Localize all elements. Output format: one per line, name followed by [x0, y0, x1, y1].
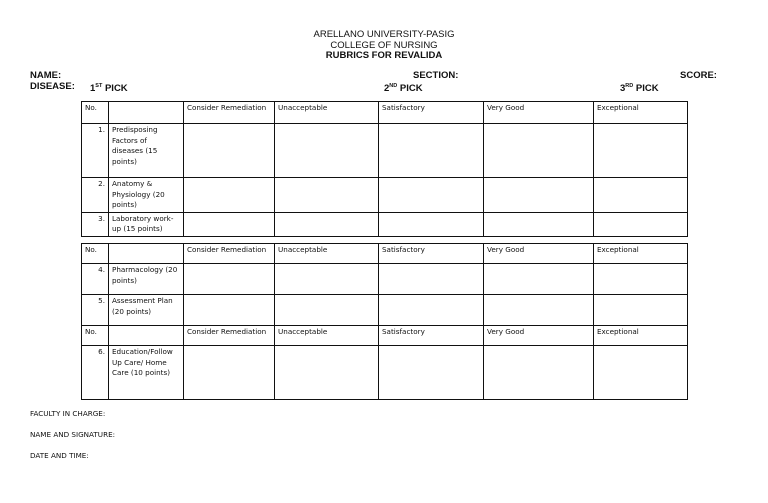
table-row — [82, 178, 688, 213]
score-cell[interactable] — [184, 264, 275, 295]
col-header-criterion — [109, 244, 184, 264]
score-cell[interactable] — [594, 346, 688, 400]
score-cell[interactable] — [484, 264, 594, 295]
col-header-unacceptable: Unacceptable — [275, 102, 379, 124]
score-cell[interactable] — [379, 264, 484, 295]
col-header-consider-remediation: Consider Remediation — [184, 244, 275, 264]
score-cell[interactable] — [594, 178, 688, 213]
score-cell[interactable] — [184, 346, 275, 400]
col-header-consider-remediation: Consider Remediation — [184, 102, 275, 124]
score-cell[interactable] — [594, 212, 688, 236]
col-header-exceptional: Exceptional — [594, 244, 688, 264]
row-number: 6. — [82, 346, 109, 400]
table-header-row — [82, 102, 688, 124]
col-header-unacceptable: Unacceptable — [275, 244, 379, 264]
table-row — [82, 124, 688, 178]
col-header-satisfactory: Satisfactory — [379, 326, 484, 346]
row-number: 5. — [82, 295, 109, 326]
score-cell[interactable] — [484, 295, 594, 326]
row-number: 3. — [82, 212, 109, 236]
col-header-no: No. — [82, 326, 109, 346]
criterion-cell: Laboratory work-up (15 points) — [109, 212, 184, 236]
table-header-row — [82, 244, 688, 264]
score-cell[interactable] — [379, 212, 484, 236]
col-header-exceptional: Exceptional — [594, 102, 688, 124]
col-header-criterion — [109, 326, 184, 346]
score-cell[interactable] — [275, 295, 379, 326]
score-cell[interactable] — [184, 124, 275, 178]
col-header-very-good: Very Good — [484, 244, 594, 264]
college-name: COLLEGE OF NURSING — [330, 40, 438, 51]
table-header-row — [82, 326, 688, 346]
score-cell[interactable] — [379, 124, 484, 178]
score-cell[interactable] — [484, 346, 594, 400]
table-row — [82, 212, 688, 236]
score-cell[interactable] — [379, 178, 484, 213]
first-pick-label: 1ST PICK — [90, 83, 128, 94]
university-name: ARELLANO UNIVERSITY-PASIG — [313, 29, 455, 40]
score-cell[interactable] — [379, 346, 484, 400]
col-header-consider-remediation: Consider Remediation — [184, 326, 275, 346]
score-cell[interactable] — [484, 212, 594, 236]
score-cell[interactable] — [275, 346, 379, 400]
rubric-table-2 — [81, 243, 688, 400]
score-cell[interactable] — [484, 178, 594, 213]
score-cell[interactable] — [184, 295, 275, 326]
col-header-satisfactory: Satisfactory — [379, 244, 484, 264]
score-cell[interactable] — [275, 264, 379, 295]
datetime-label: DATE AND TIME: — [30, 451, 89, 460]
score-cell[interactable] — [184, 178, 275, 213]
score-cell[interactable] — [484, 124, 594, 178]
score-cell[interactable] — [275, 178, 379, 213]
second-pick-label: 2ND PICK — [384, 83, 423, 94]
criterion-cell: Anatomy & Physiology (20 points) — [109, 178, 184, 213]
col-header-very-good: Very Good — [484, 102, 594, 124]
score-cell[interactable] — [379, 295, 484, 326]
score-cell[interactable] — [594, 264, 688, 295]
score-cell[interactable] — [594, 295, 688, 326]
score-cell[interactable] — [184, 212, 275, 236]
third-pick-label: 3RD PICK — [620, 83, 659, 94]
criterion-cell: Predisposing Factors of diseases (15 points) — [109, 124, 184, 178]
col-header-no: No. — [82, 244, 109, 264]
row-number: 1. — [82, 124, 109, 178]
criterion-cell: Education/Follow Up Care/ Home Care (10 points) — [109, 346, 184, 400]
table-row — [82, 295, 688, 326]
row-number: 4. — [82, 264, 109, 295]
score-cell[interactable] — [594, 124, 688, 178]
rubric-table-1 — [81, 101, 688, 237]
col-header-unacceptable: Unacceptable — [275, 326, 379, 346]
col-header-satisfactory: Satisfactory — [379, 102, 484, 124]
criterion-cell: Pharmacology (20 points) — [109, 264, 184, 295]
signature-label: NAME AND SIGNATURE: — [30, 430, 116, 439]
faculty-label: FACULTY IN CHARGE: — [30, 409, 106, 418]
score-label: SCORE: — [680, 70, 717, 81]
criterion-cell: Assessment Plan (20 points) — [109, 295, 184, 326]
row-number: 2. — [82, 178, 109, 213]
score-cell[interactable] — [275, 212, 379, 236]
disease-label: DISEASE: — [30, 81, 75, 92]
col-header-very-good: Very Good — [484, 326, 594, 346]
score-cell[interactable] — [275, 124, 379, 178]
table-row — [82, 264, 688, 295]
table-row — [82, 346, 688, 400]
col-header-no: No. — [82, 102, 109, 124]
section-label: SECTION: — [413, 70, 459, 81]
document-title: RUBRICS FOR REVALIDA — [325, 50, 443, 61]
col-header-exceptional: Exceptional — [594, 326, 688, 346]
name-label: NAME: — [30, 70, 62, 81]
col-header-criterion — [109, 102, 184, 124]
